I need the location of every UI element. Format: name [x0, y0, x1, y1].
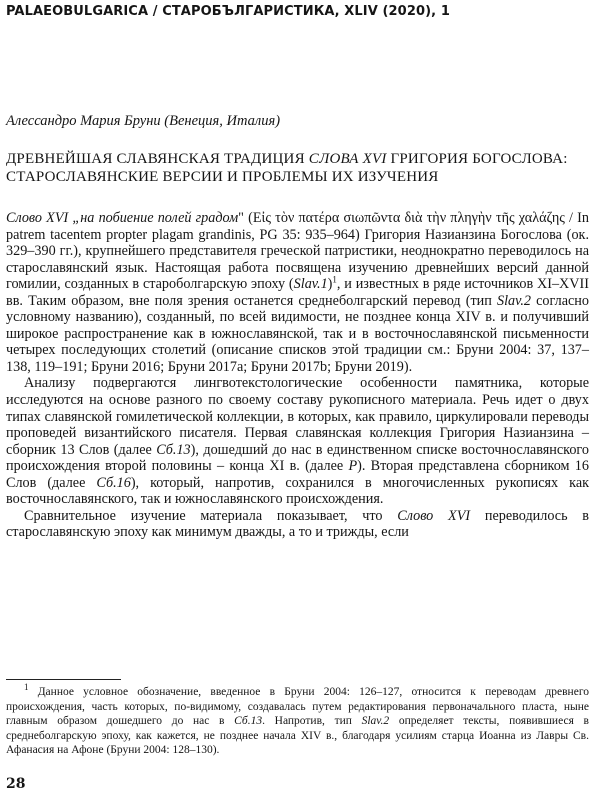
- paragraph-1: [6, 210, 589, 375]
- title-italic-part: СЛОВА XVI: [308, 151, 387, 167]
- text: , и известных в ряде источников XI–XVII вв. Таким образом, вне поля зрения останется среднеболгарский перевод (тип: [6, 276, 589, 309]
- paragraph-3: [6, 508, 589, 541]
- text-italic: Slav.2: [497, 292, 532, 309]
- title-part: ДРЕВНЕЙШАЯ СЛАВЯНСКАЯ ТРАДИЦИЯ: [6, 151, 309, 167]
- footnote-reference[interactable]: 1: [332, 274, 337, 285]
- text: ), дошедший до нас в единственном списке восточнославянского происхождения второй половины – конца XI в. (далее: [6, 441, 589, 475]
- footnote-separator: [6, 679, 121, 680]
- paragraph-2: [6, 375, 589, 507]
- text: определяет тексты, появившиеся в среднеболгарскую эпоху, как кажется, не позднее начала XIV в., благодаря усилиям старца Иоанна из Лавры Св. Афанасия на Афоне (Бруни 2004: 128–130).: [6, 715, 589, 756]
- author-line: Алессандро Мария Бруни (Венеция, Италия): [6, 113, 281, 129]
- text-italic: Слово XVI „на побиение полей градом: [6, 210, 239, 226]
- text: ), который, напротив, сохранился в многочисленных рукописях как восточнославянского, так и южнославянского происхождения.: [6, 474, 590, 508]
- text-italic: Сб.13: [156, 441, 191, 458]
- text: Анализу подвергаются лингвотекстологические особенности памятника, которые исследуются на основе разного по своему составу рукописного материала. Речь идет о двух типах славянской гомилетической коллекции, в которых, как правило, циркулировали переводы проповедей византийского писателя. Первая славянская коллекция Григория Назианзина – сборник 13 Слов (далее: [6, 375, 589, 458]
- text: ). Вторая представлена сборником 16 Слов (далее: [6, 458, 589, 491]
- text-italic: Сб.13: [234, 715, 263, 727]
- text: Данное условное обозначение, введенное в Бруни 2004: 126–127, относится к переводам древнего происхождения, часть которых, по-видимому, создавалась путем редактирования первоначального пласта, ныне главным образом дошедшего до нас в: [6, 686, 589, 727]
- text: Сравнительное изучение материала показывает, что: [24, 507, 398, 524]
- text-italic: P: [348, 458, 358, 475]
- text: " (Εἰς τὸν πατέρα σιωπῶντα διὰ τὴν πληγὴν τῆς χαλάζης / In patrem tacentem propter plagam grandinis, PG 35: 935–964) Григория Назианзина Богослова (ок. 329–390 гг.), крупнейшего представителя греческой патристики, неоднократно переводилось на старославянский язык. Настоящая работа посвящена изучению древнейших версий данной гомилии, созданных в староболгарскую эпоху (: [6, 210, 589, 293]
- running-head: PALAEOBULGARICA / СТАРОБЪЛГАРИСТИКА, XLIV (2020), 1: [6, 4, 450, 19]
- text-italic: Slav.1: [293, 276, 328, 293]
- text: переводилось в старославянскую эпоху как минимум дважды, а то и трижды, если: [6, 507, 590, 541]
- text: . Напротив, тип: [262, 715, 362, 727]
- text-italic: Сб.16: [96, 474, 131, 491]
- page-number: 28: [6, 776, 26, 792]
- text-italic: Slav.2: [361, 715, 390, 727]
- text: ): [327, 276, 333, 293]
- title-part: ГРИГОРИЯ БОГОСЛОВА: СТАРОСЛАВЯНСКИЕ ВЕРСИИ И ПРОБЛЕМЫ ИХ ИЗУЧЕНИЯ: [6, 151, 568, 185]
- text: согласно условному названию), созданный, по всей видимости, не позднее конца XIV в. и получивший широкое распространение как в южнославянской, так и в восточнославянской письменности четырех последующих столетий (описание списков этой традиции см.: Бруни 2004: 37, 137–138, 119–191; Бруни 2016; Бруни 2017a; Бруни 2017b; Бруни 2019).: [6, 292, 589, 375]
- article-body: [6, 210, 589, 541]
- footnote: [6, 682, 589, 758]
- footnote-mark: 1: [24, 682, 29, 693]
- article-title: [6, 150, 591, 186]
- text-italic: Слово XVI: [397, 507, 471, 524]
